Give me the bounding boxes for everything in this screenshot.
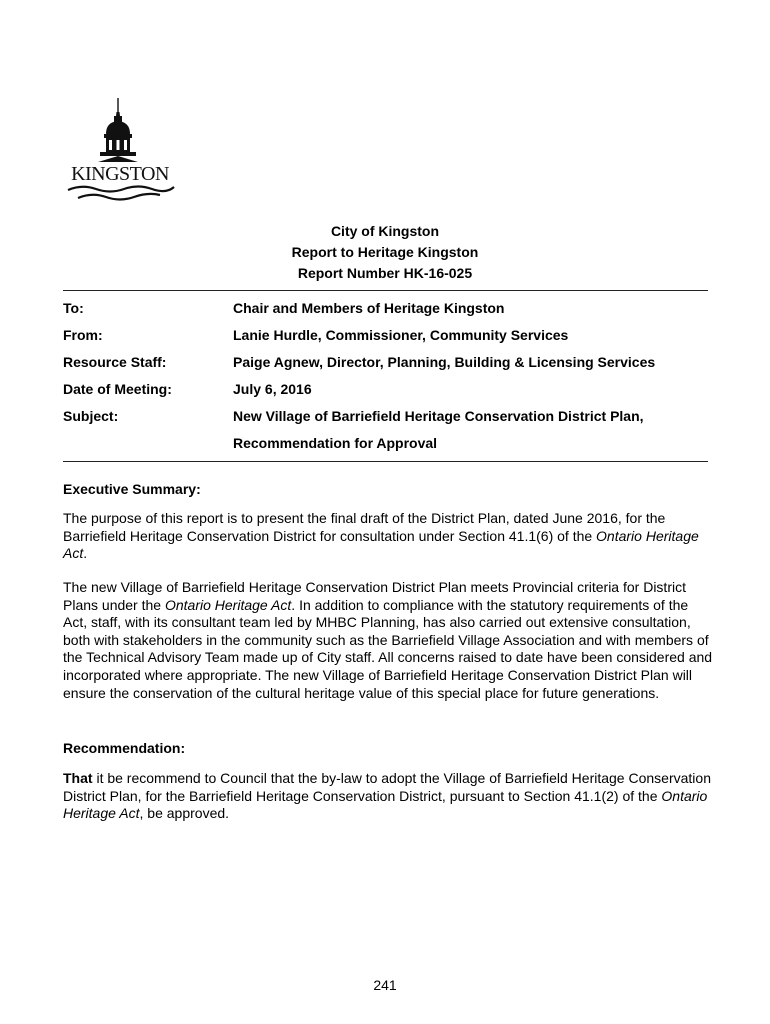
kingston-logo [60, 96, 180, 210]
executive-summary-heading: Executive Summary: [63, 481, 201, 497]
top-divider [63, 290, 708, 291]
subject-value-line1: New Village of Barriefield Heritage Conservation District Plan, [233, 408, 644, 424]
from-value: Lanie Hurdle, Commissioner, Community Services [233, 327, 569, 343]
subject-value-line2: Recommendation for Approval [233, 435, 438, 451]
act-name: Ontario Heritage Act [63, 527, 699, 562]
report-number: Report Number HK-16-025 [297, 265, 473, 281]
recommendation-paragraph: That it be recommend to Council that the by-law to adopt the Village of Barriefield Heritage Conservation District Plan, for the Barriefield Heritage Conservation District, pursuant to Section 41.1(2) of the Ontario Heritage Act, be approved. [63, 770, 711, 822]
logo-wordmark: KINGSTON [71, 163, 169, 185]
act-name: Ontario Heritage Act [63, 787, 708, 822]
executive-summary-paragraph-2: The new Village of Barriefield Heritage Conservation District Plan meets Provincial criteria for District Plans under the Ontario Heritage Act. In addition to compliance with the statutory requirements of the Act, staff, with its consultant team led by MHBC Planning, has also carried out extensive consultation, both with stakeholders in the community such as the Barriefield Village Association and with members of the Technical Advisory Team made up of City staff. All concerns raised to date have been considered and incorporated where appropriate. The new Village of Barriefield Heritage Conservation District Plan will ensure the conservation of the cultural heritage value of this special place for future generations. [63, 579, 713, 701]
report-to-title: Report to Heritage Kingston [291, 244, 479, 260]
to-value: Chair and Members of Heritage Kingston [233, 300, 505, 316]
staff-label: Resource Staff: [63, 354, 167, 370]
staff-value: Paige Agnew, Director, Planning, Building & Licensing Services [233, 354, 656, 370]
subject-label: Subject: [63, 408, 119, 424]
from-label: From: [63, 327, 103, 343]
to-label: To: [63, 300, 84, 316]
act-name: Ontario Heritage Act [164, 596, 292, 613]
bottom-divider [63, 461, 708, 462]
date-label: Date of Meeting: [63, 381, 172, 397]
date-value: July 6, 2016 [233, 381, 312, 397]
report-title-block [0, 221, 770, 284]
executive-summary-paragraph-1: The purpose of this report is to present the final draft of the District Plan, dated June 2016, for the Barriefield Heritage Conservation District for consultation under Section 41.1(6) of the Ontario Heritage Act. [63, 510, 699, 562]
page-number: 241 [373, 977, 397, 993]
city-title: City of Kingston [330, 223, 440, 239]
recommendation-heading: Recommendation: [63, 740, 186, 756]
